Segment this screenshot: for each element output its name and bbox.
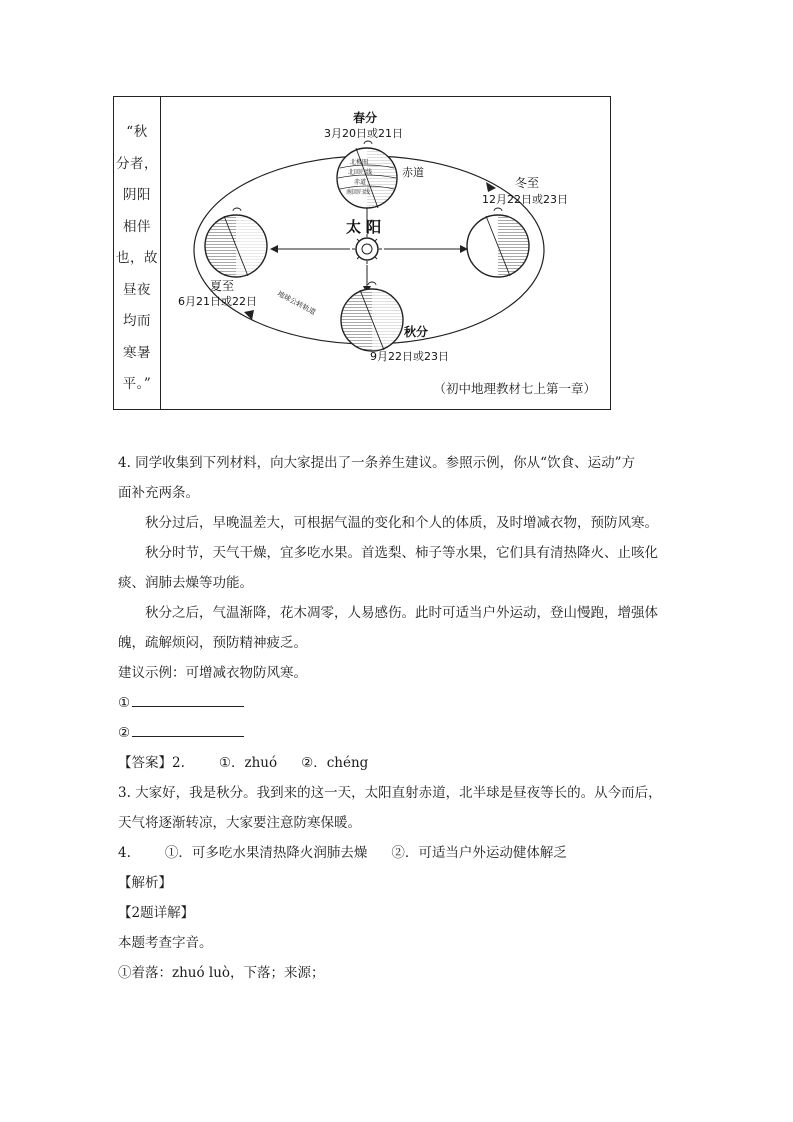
sun-icon: [352, 234, 382, 264]
winter-title: 冬至: [515, 176, 540, 190]
blank-line: [132, 722, 244, 737]
q4-material-para3-line2: 魄，疏解烦闷，预防精神疲乏。: [118, 635, 307, 651]
quote-line: 平。”: [122, 376, 152, 392]
answer-q4-item2: ②．可适当户外运动健体解乏: [391, 845, 567, 861]
analysis-intro: 本题考查字音。: [118, 935, 213, 951]
answer-pinyin-1: ①．zhuó: [218, 755, 278, 771]
q4-example: 建议示例：可增减衣物防风寒。: [118, 665, 307, 681]
answer-q4-number: 4.: [118, 845, 131, 861]
globe-label: 赤道: [354, 179, 367, 186]
autumn-title: 秋分: [404, 325, 429, 339]
quote-line: 相伴: [123, 218, 151, 235]
earth-winter-icon: [467, 208, 529, 277]
blank-number: ②: [118, 725, 131, 741]
summer-date: 6月21日或22日: [178, 295, 257, 308]
earth-spring-icon: [337, 141, 397, 208]
equator-label: 赤道: [402, 166, 424, 179]
spring-title: 春分: [353, 111, 378, 125]
analysis-detail-label: 【2题详解】: [118, 905, 195, 921]
earth-orbit-diagram: [164, 100, 608, 406]
answer-q3-line2: 天气将逐渐转凉，大家要注意防寒保暖。: [118, 815, 361, 831]
q4-material-para2-line1: 秋分时节，天气干燥，宜多吃水果。首选梨、柿子等水果，它们具有清热降火、止咳化: [145, 545, 658, 561]
q4-prompt-line1: 4. 同学收集到下列材料，向大家提出了一条养生建议。参照示例，你从“饮食、运动”方: [118, 455, 635, 471]
diagram-caption: （初中地理教材七上第一章）: [433, 381, 596, 396]
globe-label: 南回归线: [346, 189, 371, 196]
spring-date: 3月20日或21日: [324, 127, 403, 140]
blank-number: ①: [118, 695, 131, 711]
q4-prompt-line2: 面补充两条。: [118, 485, 199, 501]
globe-label: 北极圈: [350, 159, 369, 166]
analysis-item1: ①着落：zhuó luò，下落；来源；: [118, 965, 325, 981]
sun-label: 太 阳: [346, 218, 382, 236]
q4-material-para2-line2: 痰、润肺去燥等功能。: [118, 575, 253, 591]
q4-material-para3-line1: 秋分之后，气温渐降，花木凋零，人易感伤。此时可适当户外运动，登山慢跑，增强体: [145, 605, 658, 621]
winter-date: 12月22日或23日: [482, 193, 568, 206]
orbit-arrow: [486, 182, 496, 192]
arrow-left: [270, 245, 278, 253]
answer-blank-2: [118, 718, 678, 748]
earth-autumn-icon: [341, 282, 403, 351]
autumn-date: 9月22日或23日: [370, 350, 449, 363]
summer-title: 夏至: [210, 279, 235, 293]
answer-pinyin-2: ②．chéng: [301, 755, 369, 771]
quote-diagram-table: [113, 96, 611, 410]
answer-line: [118, 748, 678, 778]
answer-blank-1: [118, 688, 678, 718]
answer-q4-item1: ①．可多吃水果清热降火润肺去燥: [164, 845, 368, 861]
quote-line: 寒暑: [123, 344, 151, 361]
quote-line: 分者，: [116, 155, 158, 172]
quote-line: 也，故: [116, 250, 158, 266]
quote-column: [114, 97, 161, 409]
q4-material-para1: 秋分过后，早晚温差大，可根据气温的变化和个人的体质，及时增减衣物，预防风寒。: [145, 515, 658, 531]
quote-line: “秋: [126, 124, 148, 140]
orbit-label: 地球公转轨道: [276, 289, 317, 317]
quote-line: 阴阳: [123, 187, 151, 203]
quote-line: 昼夜: [123, 281, 151, 298]
answer-q3-line1: 3. 大家好，我是秋分。我到来的这一天，太阳直射赤道，北半球是昼夜等长的。从今而后，: [118, 785, 662, 801]
quote-line: 均而: [123, 313, 151, 329]
answer-label: 【答案】2.: [118, 755, 185, 771]
question-content: [118, 448, 678, 988]
answer-q4: [118, 838, 678, 868]
analysis-label: 【解析】: [118, 875, 172, 891]
blank-line: [132, 692, 244, 707]
globe-label: 北回归线: [348, 169, 373, 176]
earth-summer-icon: [205, 208, 267, 277]
